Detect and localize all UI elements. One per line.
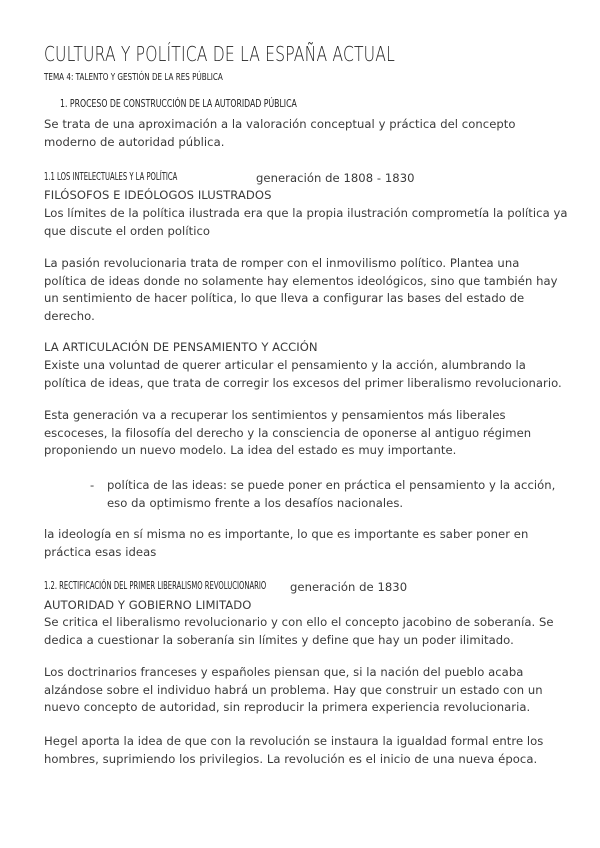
- text-line: Esta generación va a recuperar los sentimientos y pensamientos más liberales: [44, 408, 506, 422]
- document-title: CULTURA Y POLÍTICA DE LA ESPAÑA ACTUAL: [44, 42, 395, 66]
- text-line: escoceses, la filosofía del derecho y la consciencia de oponerse al antiguo régimen: [44, 425, 532, 440]
- subsection-1-2-generation: generación de 1830: [290, 580, 408, 594]
- paragraph: [44, 205, 568, 240]
- paragraph: [44, 614, 554, 649]
- subsection-1-2-heading: 1.2. RECTIFICACIÓN DEL PRIMER LIBERALISMO REVOLUCIONARIO: [44, 579, 267, 592]
- text-line: política de ideas donde no solamente hay elementos ideológicos, sino que también hay: [44, 273, 558, 288]
- text-line: Los doctrinarios franceses y españoles piensan que, si la nación del pueblo acaba: [44, 665, 524, 679]
- text-line: alzándose sobre el individuo habrá un problema. Hay que construir un estado con un: [44, 682, 543, 697]
- text-line: que discute el orden político: [44, 223, 211, 238]
- subsection-1-2-caps-heading: AUTORIDAD Y GOBIERNO LIMITADO: [44, 598, 252, 612]
- articulation-caps-heading: LA ARTICULACIÓN DE PENSAMIENTO Y ACCIÓN: [44, 340, 318, 354]
- text-line: la ideología en sí misma no es importante, lo que es importante es saber poner en: [44, 527, 529, 541]
- text-line: moderno de autoridad pública.: [44, 134, 225, 149]
- text-line: política de ideas, que trata de corregir los excesos del primer liberalismo revolucionario.: [44, 375, 562, 390]
- paragraph: [44, 357, 562, 392]
- bullet-item: [107, 477, 555, 512]
- paragraph: [44, 664, 543, 717]
- paragraph: [44, 255, 558, 325]
- text-line: práctica esas ideas: [44, 544, 157, 559]
- text-line: un sentimiento de hacer política, lo que lleva a configurar las bases del estado de: [44, 291, 525, 306]
- subsection-1-1-caps-heading: FILÓSOFOS E IDEÓLOGOS ILUSTRADOS: [44, 188, 272, 202]
- paragraph: [44, 526, 528, 561]
- subsection-1-1-heading: 1.1 LOS INTELECTUALES Y LA POLÍTICA: [44, 170, 178, 183]
- text-line: nuevo concepto de autoridad, sin reproducir la primera experiencia revolucionaria.: [44, 700, 531, 715]
- text-line: La pasión revolucionaria trata de romper con el inmovilismo político. Plantea una: [44, 256, 520, 270]
- text-line: Hegel aporta la idea de que con la revolución se instaura la igualdad formal entre los: [44, 734, 544, 748]
- bullet-marker: -: [90, 478, 95, 492]
- paragraph: [44, 733, 543, 768]
- text-line: Existe una voluntad de querer articular el pensamiento y la acción, alumbrando la: [44, 358, 526, 372]
- section-1-intro: [44, 116, 516, 151]
- text-line: Se trata de una aproximación a la valoración conceptual y práctica del concepto: [44, 117, 516, 131]
- text-line: hombres, suprimiendo los privilegios. La revolución es el inicio de una nueva época.: [44, 751, 538, 766]
- text-line: Los límites de la política ilustrada era que la propia ilustración comprometía la política ya: [44, 206, 568, 220]
- text-line: dedica a cuestionar la soberanía sin límites y define que hay un poder ilimitado.: [44, 632, 514, 647]
- text-line: política de las ideas: se puede poner en práctica el pensamiento y la acción,: [107, 478, 556, 492]
- section-1-heading: 1. PROCESO DE CONSTRUCCIÓN DE LA AUTORIDAD PÚBLICA: [60, 98, 297, 110]
- text-line: derecho.: [44, 308, 95, 323]
- document-subtitle: TEMA 4: TALENTO Y GESTIÓN DE LA RES PÚBLICA: [44, 72, 223, 83]
- subsection-1-1-generation: generación de 1808 - 1830: [256, 171, 415, 185]
- text-line: eso da optimismo frente a los desafíos nacionales.: [107, 495, 404, 510]
- text-line: Se critica el liberalismo revolucionario y con ello el concepto jacobino de soberanía. Se: [44, 615, 554, 629]
- paragraph: [44, 407, 531, 460]
- text-line: proponiendo un nuevo modelo. La idea del estado es muy importante.: [44, 443, 457, 458]
